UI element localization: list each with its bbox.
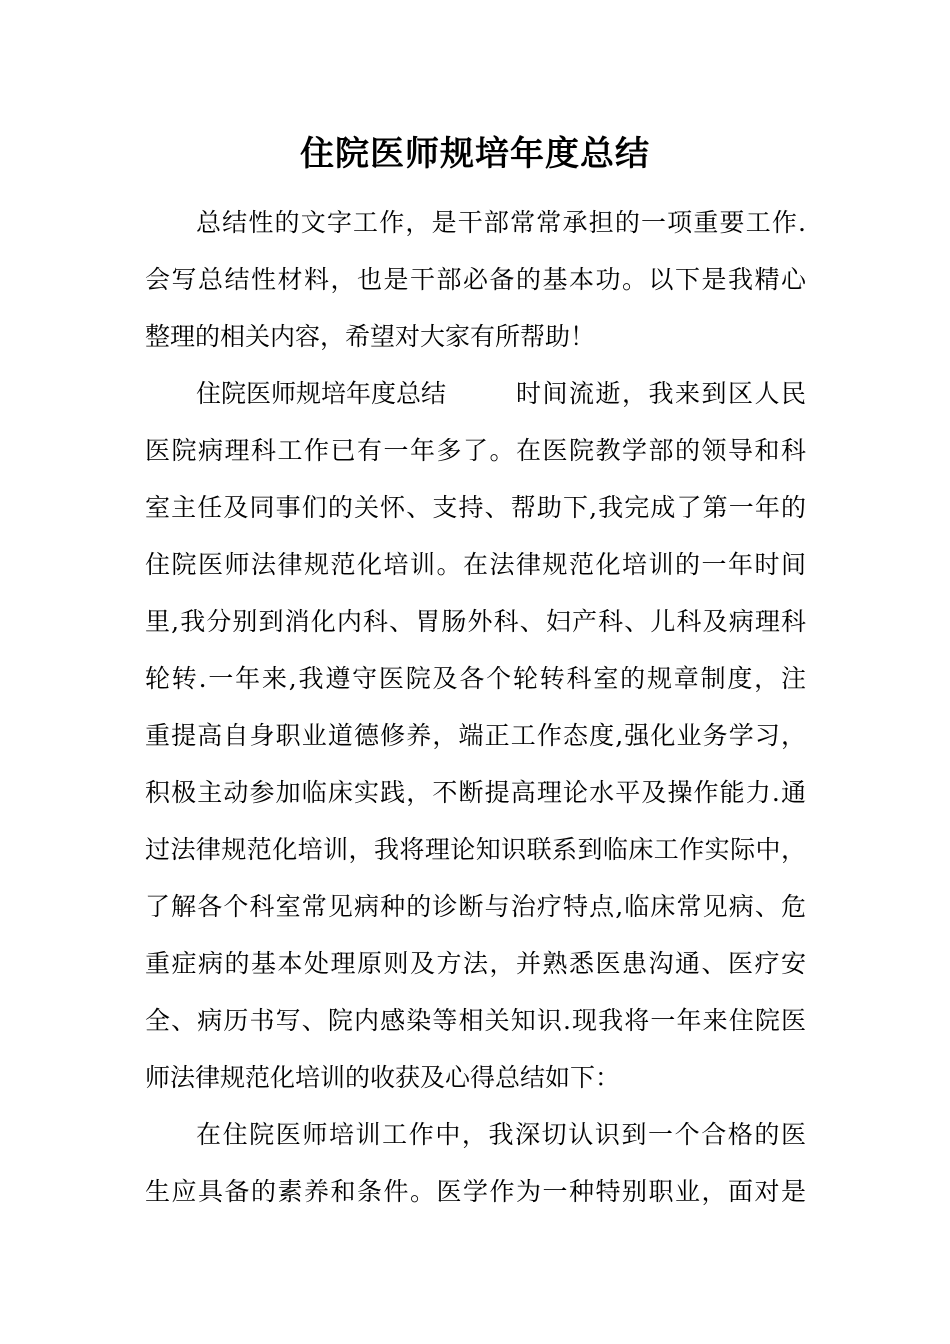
document-title: 住院医师规培年度总结	[300, 134, 650, 174]
paragraph-1-line-2: 会写总结性材料，也是干部必备的基本功。以下是我精心	[145, 265, 806, 294]
paragraph-2-line-7: 重提高自身职业道德修养，端正工作态度,强化业务学习，	[145, 721, 806, 750]
paragraph-2-line-9: 过法律规范化培训，我将理论知识联系到临床工作实际中，	[145, 835, 806, 864]
paragraph-3-line-2: 生应具备的素养和条件。医学作为一种特别职业，面对是	[145, 1177, 806, 1206]
paragraph-2-heading: 住院医师规培年度总结	[196, 379, 447, 408]
paragraph-2-line-12: 全、病历书写、院内感染等相关知识.现我将一年来住院医	[145, 1006, 806, 1035]
paragraph-2-line-11: 重症病的基本处理原则及方法，并熟悉医患沟通、医疗安	[145, 949, 806, 978]
paragraph-2-line-8: 积极主动参加临床实践，不断提高理论水平及操作能力.通	[145, 778, 806, 807]
paragraph-2-line-13: 师法律规范化培训的收获及心得总结如下：	[145, 1063, 621, 1092]
paragraph-2-line-3: 室主任及同事们的关怀、支持、帮助下,我完成了第一年的	[145, 493, 806, 522]
paragraph-2-line-1	[196, 378, 806, 410]
paragraph-2-line-10: 了解各个科室常见病种的诊断与治疗特点,临床常见病、危	[145, 892, 806, 921]
paragraph-2-line-6: 轮转.一年来,我遵守医院及各个轮转科室的规章制度，注	[145, 664, 806, 693]
paragraph-1-line-1: 总结性的文字工作，是干部常常承担的一项重要工作.	[196, 208, 806, 237]
paragraph-2-line-4: 住院医师法律规范化培训。在法律规范化培训的一年时间	[145, 550, 806, 579]
paragraph-3-line-1: 在住院医师培训工作中，我深切认识到一个合格的医	[196, 1120, 806, 1149]
paragraph-2-first-text: 时间流逝，我来到区人民	[516, 379, 806, 408]
paragraph-2-line-2: 医院病理科工作已有一年多了。在医院教学部的领导和科	[145, 436, 806, 465]
paragraph-1-line-3: 整理的相关内容，希望对大家有所帮助！	[145, 322, 596, 351]
paragraph-2-line-5: 里,我分别到消化内科、胃肠外科、妇产科、儿科及病理科	[145, 607, 806, 636]
